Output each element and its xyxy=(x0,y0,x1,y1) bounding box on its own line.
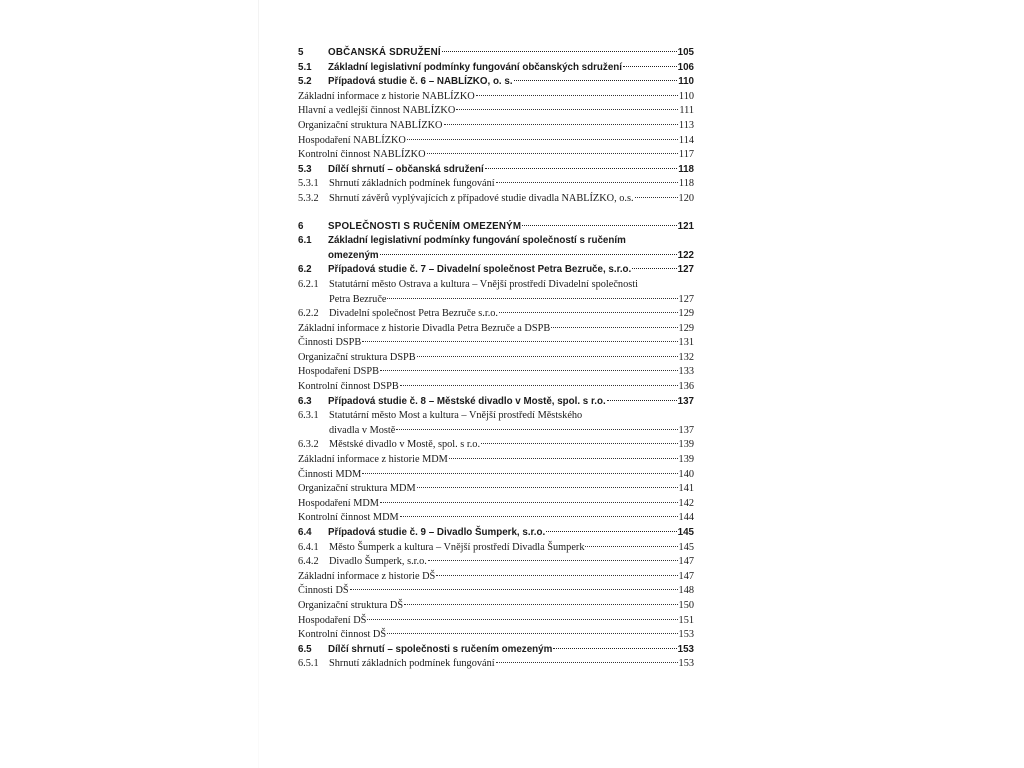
toc-entry-ds-structure xyxy=(298,599,694,614)
toc-entry-dspb-structure xyxy=(298,351,694,366)
entry-page: 142 xyxy=(678,497,694,509)
dot-leader xyxy=(607,400,677,401)
toc-entry-6-4-1 xyxy=(298,541,694,556)
dot-leader xyxy=(585,546,677,547)
entry-title: Město Šumperk a kultura – Vnější prostředí Divadla Šumperk xyxy=(329,541,585,553)
toc-entry-dspb-history xyxy=(298,322,694,337)
toc-entry-dspb-control xyxy=(298,380,694,395)
entry-title: Divadlo Šumperk, s.r.o. xyxy=(329,556,427,568)
dot-leader xyxy=(514,80,678,81)
entry-page: 129 xyxy=(678,322,694,334)
entry-number: 5.1 xyxy=(298,61,312,73)
entry-number: 5.3 xyxy=(298,163,312,175)
entry-page: 122 xyxy=(677,249,694,261)
toc-entry-6-5-1 xyxy=(298,657,694,672)
dot-leader xyxy=(387,298,677,299)
entry-title: Divadelní společnost Petra Bezruče s.r.o. xyxy=(329,308,498,320)
toc-entry-6-4 xyxy=(298,526,694,541)
dot-leader xyxy=(499,312,678,313)
dot-leader xyxy=(362,473,677,474)
entry-title-continued: divadla v Mostě xyxy=(329,424,396,436)
dot-leader xyxy=(427,153,678,154)
entry-page: 111 xyxy=(679,105,694,117)
entry-number: 6.2.2 xyxy=(298,308,319,320)
dot-leader xyxy=(449,458,678,459)
entry-page: 127 xyxy=(678,293,694,305)
page-edge xyxy=(258,0,259,768)
toc-entry-nablizko-control xyxy=(298,148,694,163)
entry-page: 105 xyxy=(677,47,694,58)
entry-title: Hlavní a vedlejší činnost NABLÍZKO xyxy=(298,105,456,117)
entry-number: 6.2.1 xyxy=(298,278,319,290)
dot-leader xyxy=(380,370,678,371)
entry-title: Kontrolní činnost MDM xyxy=(298,512,399,524)
toc-entry-6-2-1-line2 xyxy=(298,293,694,308)
toc-entry-nablizko-activity xyxy=(298,104,694,119)
toc-entry-ds-control xyxy=(298,628,694,643)
entry-title: Organizační struktura DŠ xyxy=(298,599,404,611)
entry-title: Kontrolní činnost NABLÍZKO xyxy=(298,149,426,161)
dot-leader xyxy=(442,51,677,52)
entry-number: 5.3.1 xyxy=(298,178,319,190)
dot-leader xyxy=(476,95,678,96)
entry-title: Základní legislativní podmínky fungování občanských sdružení xyxy=(328,61,622,73)
entry-title: Shrnutí základních podmínek fungování xyxy=(329,658,495,670)
dot-leader xyxy=(362,341,677,342)
entry-title-continued: Petra Bezruče xyxy=(329,293,387,305)
toc-entry-6-3-2 xyxy=(298,438,694,453)
entry-number: 6.4 xyxy=(298,527,312,538)
toc-entry-nablizko-history xyxy=(298,90,694,105)
entry-page: 121 xyxy=(677,220,694,232)
toc-entry-6-5 xyxy=(298,643,694,658)
dot-leader xyxy=(417,356,678,357)
toc-entry-nablizko-finance xyxy=(298,134,694,149)
entry-title: Statutární město Most a kultura – Vnější prostředí Městského xyxy=(329,410,583,422)
entry-page: 151 xyxy=(678,614,694,626)
dot-leader xyxy=(367,619,677,620)
dot-leader xyxy=(417,487,678,488)
entry-title: Organizační struktura DSPB xyxy=(298,351,416,363)
dot-leader xyxy=(623,66,677,67)
entry-title: Činnosti MDM xyxy=(298,468,362,480)
dot-leader xyxy=(522,225,676,226)
entry-title: Základní informace z historie Divadla Petra Bezruče a DSPB xyxy=(298,322,551,334)
entry-page: 118 xyxy=(678,178,694,190)
toc-entry-6-2-2 xyxy=(298,307,694,322)
entry-page: 140 xyxy=(678,468,694,480)
entry-page: 144 xyxy=(678,512,694,524)
entry-page: 117 xyxy=(678,149,694,161)
dot-leader xyxy=(387,633,677,634)
toc-entry-5-3-1 xyxy=(298,177,694,192)
toc-entry-5-3-2 xyxy=(298,192,694,207)
toc-entry-6-1-line2 xyxy=(298,249,694,264)
entry-page: 150 xyxy=(678,599,694,611)
toc-entry-6-1-line1 xyxy=(298,234,694,249)
entry-page: 131 xyxy=(678,337,694,349)
entry-page: 137 xyxy=(678,424,694,436)
dot-leader xyxy=(551,327,677,328)
entry-title: Statutární město Ostrava a kultura – Vnější prostředí Divadelní společnosti xyxy=(329,278,638,290)
dot-leader xyxy=(553,648,676,649)
toc-entry-nablizko-structure xyxy=(298,119,694,134)
entry-page: 147 xyxy=(678,570,694,582)
entry-title: Základní legislativní podmínky fungování společností s ručením xyxy=(328,235,626,247)
toc-entry-6-3-1-line2 xyxy=(298,424,694,439)
entry-page: 114 xyxy=(678,134,694,146)
entry-page: 127 xyxy=(677,264,694,276)
entry-page: 139 xyxy=(678,439,694,451)
entry-page: 141 xyxy=(678,483,694,495)
entry-number: 6.4.2 xyxy=(298,556,319,568)
entry-title: Organizační struktura NABLÍZKO xyxy=(298,119,443,131)
entry-title: Hospodaření DSPB xyxy=(298,366,379,378)
entry-title: OBČANSKÁ SDRUŽENÍ xyxy=(328,47,441,58)
entry-page: 129 xyxy=(678,308,694,320)
entry-number: 6.3.1 xyxy=(298,410,319,422)
dot-leader xyxy=(481,443,678,444)
entry-page: 106 xyxy=(677,61,694,73)
entry-number: 5 xyxy=(298,47,304,58)
dot-leader xyxy=(404,604,678,605)
entry-title: Činnosti DSPB xyxy=(298,337,362,349)
entry-title: SPOLEČNOSTI S RUČENÍM OMEZENÝM xyxy=(328,220,522,232)
entry-number: 6.3 xyxy=(298,395,312,407)
entry-title: Základní informace z historie MDM xyxy=(298,454,448,466)
toc-entry-ds-activities xyxy=(298,584,694,599)
entry-page: 145 xyxy=(677,527,694,538)
entry-page: 110 xyxy=(678,76,694,88)
entry-title: Hospodaření MDM xyxy=(298,497,379,509)
entry-page: 145 xyxy=(678,541,694,553)
entry-page: 110 xyxy=(678,90,694,102)
dot-leader xyxy=(350,589,678,590)
entry-page: 137 xyxy=(677,395,694,407)
toc-entry-ch5 xyxy=(298,46,694,61)
entry-title: Případová studie č. 9 – Divadlo Šumperk, s.r.o. xyxy=(328,527,546,538)
entry-page: 132 xyxy=(678,351,694,363)
entry-number: 6.2 xyxy=(298,264,312,276)
dot-leader xyxy=(380,502,678,503)
toc-entry-ch6 xyxy=(298,220,694,235)
dot-leader xyxy=(400,516,678,517)
entry-title: Případová studie č. 8 – Městské divadlo v Mostě, spol. s r.o. xyxy=(328,395,606,407)
entry-page: 113 xyxy=(678,119,694,131)
dot-leader xyxy=(635,197,678,198)
toc-entry-5-1 xyxy=(298,61,694,76)
entry-page: 120 xyxy=(678,192,694,204)
entry-number: 6 xyxy=(298,220,304,232)
entry-number: 6.1 xyxy=(298,235,312,247)
dot-leader xyxy=(546,531,676,532)
dot-leader xyxy=(496,662,678,663)
entry-title: Městské divadlo v Mostě, spol. s r.o. xyxy=(329,439,481,451)
dot-leader xyxy=(485,168,677,169)
toc-entry-ds-history xyxy=(298,570,694,585)
toc-entry-6-3 xyxy=(298,395,694,410)
toc-entry-ds-finance xyxy=(298,614,694,629)
entry-page: 153 xyxy=(678,629,694,641)
entry-title: Kontrolní činnost DSPB xyxy=(298,381,399,393)
dot-leader xyxy=(444,124,678,125)
dot-leader xyxy=(496,182,678,183)
entry-title: Dílčí shrnutí – společnosti s ručením omezeným xyxy=(328,643,553,655)
toc-entry-6-2-1-line1 xyxy=(298,278,694,293)
entry-title: Základní informace z historie DŠ xyxy=(298,570,436,582)
toc-entry-mdm-activities xyxy=(298,468,694,483)
entry-page: 139 xyxy=(678,454,694,466)
dot-leader xyxy=(456,109,678,110)
entry-number: 6.5.1 xyxy=(298,658,319,670)
entry-number: 5.2 xyxy=(298,76,312,88)
entry-title: Shrnutí základních podmínek fungování xyxy=(329,178,495,190)
toc-entry-6-2 xyxy=(298,263,694,278)
entry-page: 147 xyxy=(678,556,694,568)
entry-title: Hospodaření DŠ xyxy=(298,614,367,626)
dot-leader xyxy=(407,139,678,140)
entry-title: Shrnutí závěrů vyplývajících z případové studie divadla NABLÍZKO, o.s. xyxy=(329,192,634,204)
toc-entry-dspb-finance xyxy=(298,365,694,380)
entry-page: 153 xyxy=(677,643,694,655)
entry-page: 118 xyxy=(678,163,694,175)
dot-leader xyxy=(396,429,677,430)
entry-title: Organizační struktura MDM xyxy=(298,483,416,495)
entry-number: 6.5 xyxy=(298,643,312,655)
entry-page: 133 xyxy=(678,366,694,378)
table-of-contents xyxy=(298,46,694,672)
toc-entry-5-3 xyxy=(298,163,694,178)
entry-page: 136 xyxy=(678,381,694,393)
dot-leader xyxy=(380,254,677,255)
dot-leader xyxy=(428,560,678,561)
entry-number: 5.3.2 xyxy=(298,192,319,204)
entry-title: Činnosti DŠ xyxy=(298,585,349,597)
entry-title-continued: omezeným xyxy=(328,249,379,261)
entry-title: Případová studie č. 7 – Divadelní společnost Petra Bezruče, s.r.o. xyxy=(328,264,632,276)
entry-page: 148 xyxy=(678,585,694,597)
entry-title: Dílčí shrnutí – občanská sdružení xyxy=(328,163,484,175)
entry-number: 6.3.2 xyxy=(298,439,319,451)
entry-page: 153 xyxy=(678,658,694,670)
dot-leader xyxy=(632,268,676,269)
toc-entry-5-2 xyxy=(298,75,694,90)
toc-entry-mdm-finance xyxy=(298,497,694,512)
entry-title: Případová studie č. 6 – NABLÍZKO, o. s. xyxy=(328,76,513,88)
toc-entry-6-4-2 xyxy=(298,555,694,570)
dot-leader xyxy=(436,575,677,576)
toc-entry-mdm-control xyxy=(298,511,694,526)
toc-entry-mdm-structure xyxy=(298,482,694,497)
toc-entry-mdm-history xyxy=(298,453,694,468)
entry-title: Hospodaření NABLÍZKO xyxy=(298,134,406,146)
toc-entry-6-3-1-line1 xyxy=(298,409,694,424)
dot-leader xyxy=(400,385,678,386)
chapter-gap xyxy=(298,207,694,220)
entry-title: Kontrolní činnost DŠ xyxy=(298,629,387,641)
entry-title: Základní informace z historie NABLÍZKO xyxy=(298,90,475,102)
toc-entry-dspb-activities xyxy=(298,336,694,351)
entry-number: 6.4.1 xyxy=(298,541,319,553)
